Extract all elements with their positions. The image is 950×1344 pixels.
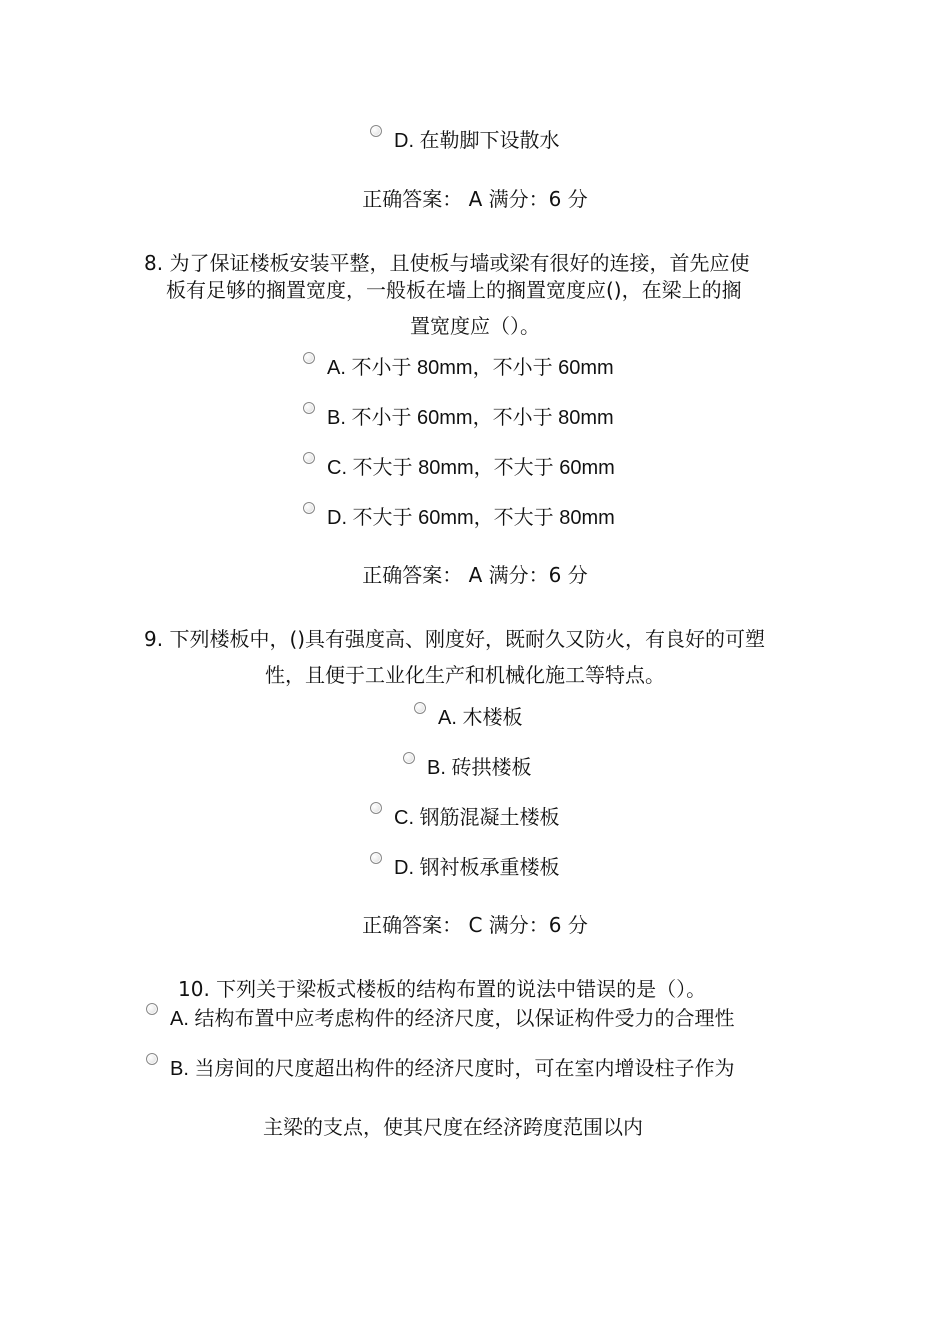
q8-option-a[interactable] — [303, 355, 614, 381]
q9-option-c-label: C. 钢筋混凝土楼板 — [394, 807, 560, 829]
q8-option-d[interactable] — [303, 505, 615, 531]
radio-button-icon[interactable] — [370, 802, 382, 814]
radio-button-icon[interactable] — [303, 452, 315, 464]
q9-option-a[interactable] — [414, 705, 522, 731]
q9-answer: 正确答案： C 满分：6 分 — [362, 913, 588, 937]
q9-question-line2: 性，且便于工业化生产和机械化施工等特点。 — [265, 663, 665, 687]
q10-option-a-label: A. 结构布置中应考虑构件的经济尺度，以保证构件受力的合理性 — [170, 1008, 735, 1030]
q8-option-b[interactable] — [303, 405, 614, 431]
q8-option-d-label: D. 不大于 60mm，不大于 80mm — [327, 507, 615, 529]
q9-question-line1: 9. 下列楼板中，()具有强度高、刚度好，既耐久又防火，有良好的可塑 — [144, 627, 766, 651]
radio-button-icon[interactable] — [303, 402, 315, 414]
radio-button-icon[interactable] — [414, 702, 426, 714]
q9-option-a-label: A. 木楼板 — [438, 707, 523, 729]
q7-option-d[interactable] — [370, 128, 560, 154]
q9-option-b[interactable] — [403, 755, 531, 781]
radio-button-icon[interactable] — [403, 752, 415, 764]
q10-option-b[interactable] — [146, 1056, 734, 1082]
q8-question-line3: 置宽度应（）。 — [410, 314, 540, 338]
q8-question-line1: 8. 为了保证楼板安装平整，且使板与墙或梁有很好的连接，首先应使 — [144, 251, 750, 275]
radio-button-icon[interactable] — [370, 852, 382, 864]
q10-question-line1: 10. 下列关于梁板式楼板的结构布置的说法中错误的是（）。 — [178, 977, 707, 1001]
q9-option-c[interactable] — [370, 805, 560, 831]
q8-answer: 正确答案： A 满分：6 分 — [362, 563, 588, 587]
q9-option-d-label: D. 钢衬板承重楼板 — [394, 857, 560, 879]
q8-option-b-label: B. 不小于 60mm，不小于 80mm — [327, 407, 614, 429]
q7-option-d-label: D. 在勒脚下设散水 — [394, 130, 560, 152]
q10-option-b-continuation: 主梁的支点，使其尺度在经济跨度范围以内 — [263, 1115, 643, 1139]
q9-option-d[interactable] — [370, 855, 560, 881]
radio-button-icon[interactable] — [146, 1053, 158, 1065]
q10-option-b-label: B. 当房间的尺度超出构件的经济尺度时，可在室内增设柱子作为 — [170, 1058, 735, 1080]
q9-option-b-label: B. 砖拱楼板 — [427, 757, 532, 779]
radio-button-icon[interactable] — [146, 1003, 158, 1015]
radio-button-icon[interactable] — [370, 125, 382, 137]
q7-answer: 正确答案： A 满分：6 分 — [362, 187, 588, 211]
q8-option-c[interactable] — [303, 455, 615, 481]
radio-button-icon[interactable] — [303, 502, 315, 514]
q8-question-line2: 板有足够的搁置宽度，一般板在墙上的搁置宽度应()，在梁上的搁 — [166, 278, 742, 302]
q10-option-a[interactable] — [146, 1006, 734, 1032]
radio-button-icon[interactable] — [303, 352, 315, 364]
q8-option-c-label: C. 不大于 80mm，不大于 60mm — [327, 457, 615, 479]
q8-option-a-label: A. 不小于 80mm，不小于 60mm — [327, 357, 614, 379]
